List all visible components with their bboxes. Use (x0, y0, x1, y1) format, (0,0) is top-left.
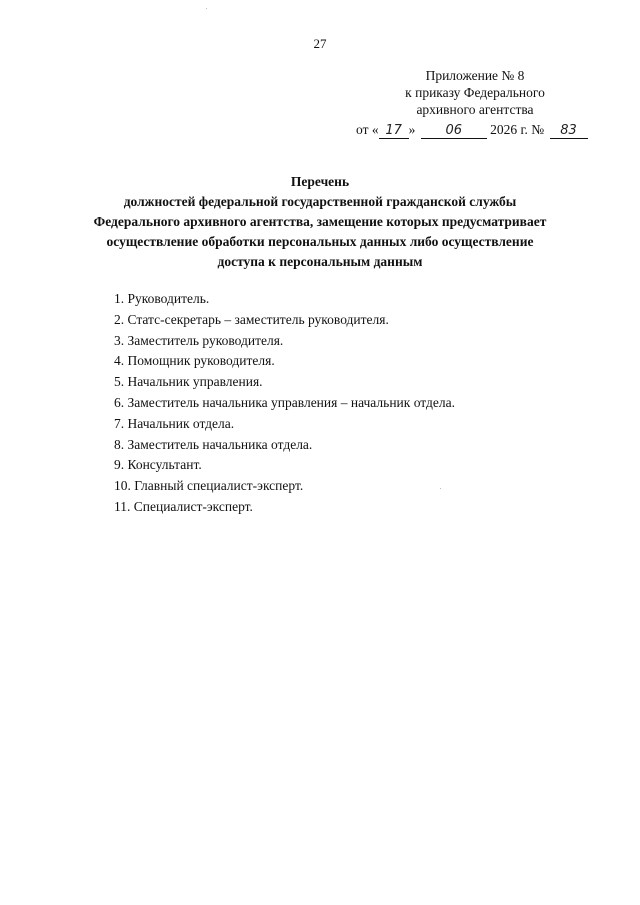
handwritten-order-number: 83 (550, 124, 588, 139)
positions-list (114, 289, 455, 518)
list-item: 7. Начальник отдела. (114, 415, 235, 431)
list-item: 11. Специалист-эксперт. (114, 498, 253, 514)
appendix-line-3: архивного агентства (416, 102, 534, 117)
date-mid: » (408, 122, 416, 137)
page-number: 27 (313, 36, 327, 51)
title-line-4: доступа к персональным данным (217, 254, 423, 269)
list-item: 5. Начальник управления. (114, 374, 263, 390)
appendix-line-1: Приложение № 8 (425, 68, 525, 83)
list-item: 8. Заместитель начальника отдела. (114, 436, 313, 452)
title-heading: Перечень (290, 174, 350, 189)
appendix-date-line (356, 121, 610, 139)
list-item: 3. Заместитель руководителя. (114, 332, 284, 348)
appendix-block (340, 67, 610, 139)
list-item: 4. Помощник руководителя. (114, 353, 275, 369)
appendix-line-2: к приказу Федерального (405, 85, 545, 100)
list-item: 1. Руководитель. (114, 291, 210, 306)
list-item: 6. Заместитель начальника управления – начальник отдела. (114, 394, 455, 410)
date-prefix: от « (356, 122, 379, 137)
title-line-1: должностей федеральной государственной гражданской службы (123, 194, 517, 209)
list-item: 2. Статс-секретарь – заместитель руководителя. (114, 311, 389, 327)
list-item: 10. Главный специалист-эксперт. (114, 478, 304, 494)
title-line-3: осуществление обработки персональных данных либо осуществление (106, 234, 534, 249)
date-year: 2026 г. № (490, 122, 545, 137)
handwritten-month: 06 (421, 124, 487, 139)
document-title (40, 172, 600, 272)
scan-speck (206, 8, 207, 9)
title-line-2: Федерального архивного агентства, замещение которых предусматривает (93, 214, 547, 229)
scan-speck (440, 488, 441, 489)
handwritten-day: 17 (379, 124, 409, 139)
list-item: 9. Консультант. (114, 457, 202, 473)
